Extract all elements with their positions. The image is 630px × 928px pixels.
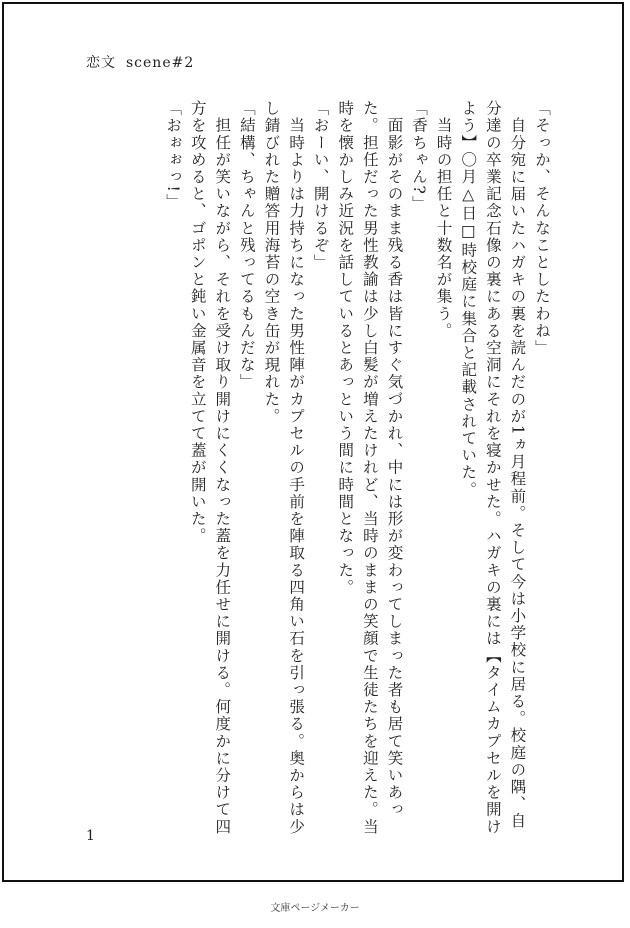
header-title: 恋文 — [86, 55, 116, 71]
paragraph: 当時の担任と十数名が集う。 — [434, 100, 453, 340]
paragraph: 「おーい、開けるぞ」 — [311, 100, 330, 271]
header-scene: scene#2 — [126, 55, 195, 71]
paragraph: 「おぉぉっ!」 — [164, 100, 183, 211]
paragraph: 当時よりは力持ちになった男性陣がカプセルの手前を陣取る四角い石を引っ張る。奥からは少し錆びれた贈答用海苔の空き缶が現れた。 — [262, 100, 306, 836]
page-frame — [2, 2, 624, 882]
paragraph: 自分宛に届いたハガキの裏を読んだのが1ヵ月程前。そして今は小学校に居る。校庭の隅、自分達の卒業記念石像の裏にある空洞にそれを寝かせた。ハガキの裏には【タイムカプセルを開けよう】〇月△日□時校庭に集合と記載されていた。 — [459, 100, 527, 836]
paragraph: 担任が笑いながら、それを受け取り開けにくくなった蓋を力任せに開ける。何度かに分けて四方を攻めると、ゴポンと鈍い金属音を立てて蓋が開いた。 — [188, 100, 232, 836]
page-number: 1 — [86, 828, 95, 844]
paragraph: 「香ちゃん?」 — [410, 100, 429, 213]
page-header — [86, 52, 194, 72]
vertical-body-text — [161, 100, 555, 840]
paragraph: 「結構、ちゃんと残ってるもんだな」 — [237, 100, 256, 391]
footer-credit: 文庫ページメーカー — [270, 903, 360, 914]
paragraph: 面影がそのまま残る香は皆にすぐ気づかれ、中には形が変わってしまった者も居て笑いあった。担任だった男性教諭は少し白髪が増えたけれど、当時のままの笑顔で生徒たちを迎えた。当時を懐かしみ近況を話しているとあっという間に時間となった。 — [336, 100, 404, 836]
paragraph: 「そっか、そんなことしたわね」 — [533, 100, 551, 357]
